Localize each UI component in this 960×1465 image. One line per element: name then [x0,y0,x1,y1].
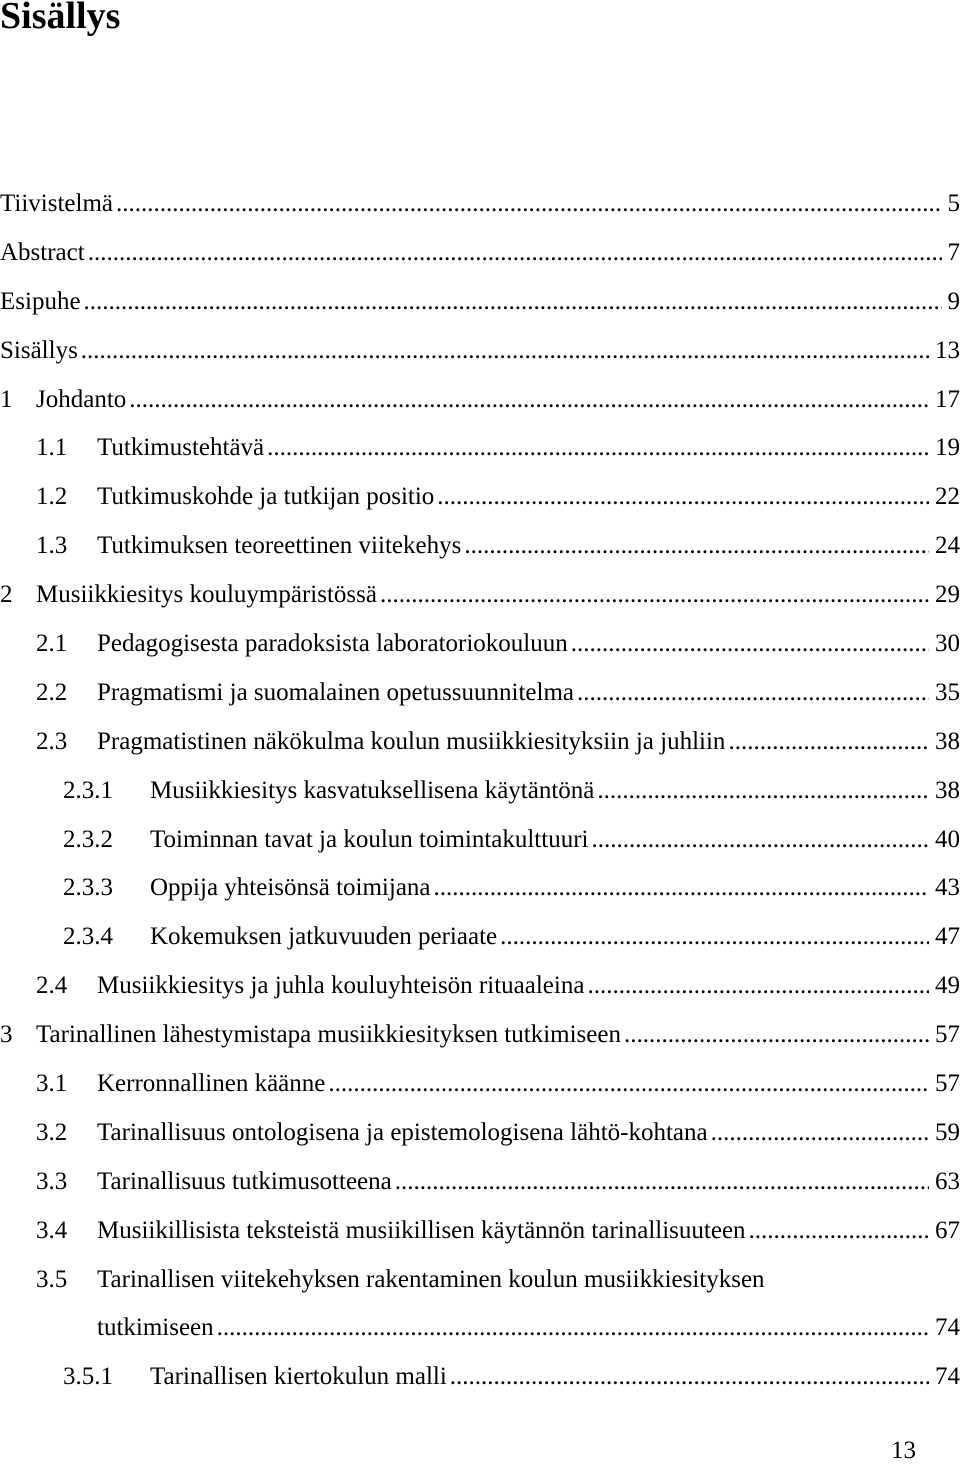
toc-entry-page: 40 [935,825,960,853]
toc-entry-title: Toiminnan tavat ja koulun toimintakulttuuri [150,825,589,853]
toc-entry-page: 67 [935,1216,960,1244]
toc-entry[interactable] [0,816,960,865]
page-number: 13 [891,1437,916,1464]
toc-entry-title: Kerronnallinen käänne [97,1070,326,1098]
toc-entry-page: 74 [935,1314,960,1342]
toc-entry[interactable] [0,229,960,278]
toc-entry-title: Musiikkiesitys kouluympäristössä [36,581,377,609]
toc-leader-dots [500,913,929,962]
toc-leader-dots [81,327,929,376]
toc-entry-number: 2.3.1 [63,776,113,804]
toc-entry-title: Tutkimuskohde ja tutkijan positio [97,483,435,511]
toc-leader-dots [434,864,929,913]
toc-entry-title: Tutkimuksen teoreettinen viitekehys [97,532,462,560]
toc-entry[interactable] [0,327,960,376]
toc-entry-number: 2.3.3 [63,874,113,902]
toc-leader-dots [591,816,929,865]
toc-entry[interactable] [0,669,960,718]
toc-entry-title: Johdanto [36,385,127,413]
toc-leader-dots [624,1011,929,1060]
toc-entry-page: 13 [935,336,960,364]
toc-entry-page: 49 [935,972,960,1000]
toc-entry-title: Musiikkiesitys ja juhla kouluyhteisön rituaaleina [97,972,585,1000]
toc-leader-dots [328,1060,929,1109]
toc-entry-title: Abstract [0,238,85,266]
toc-entry[interactable] [0,473,960,522]
toc-leader-dots [217,1304,929,1353]
toc-entry-page: 74 [935,1363,960,1391]
toc-entry[interactable] [0,1109,960,1158]
toc-entry-title: Pragmatistinen näkökulma koulun musiikkiesityksiin ja juhliin [97,727,726,755]
toc-entry[interactable] [0,1256,960,1305]
toc-entry-title: Oppija yhteisönsä toimijana [150,874,431,902]
toc-entry-page: 17 [935,385,960,413]
toc-entry[interactable] [0,913,960,962]
toc-entry-title: Sisällys [0,336,78,364]
toc-leader-dots [571,620,929,669]
toc-leader-dots [464,522,929,571]
toc-entry[interactable] [0,620,960,669]
toc-entry-number: 3.5 [36,1265,68,1293]
toc-entry-title: Kokemuksen jatkuvuuden periaate [150,923,498,951]
toc-leader-dots [88,229,942,278]
toc-entry-number: 2.3.4 [63,923,113,951]
toc-entry-number: 3 [0,1021,13,1049]
toc-entry[interactable] [0,1304,960,1353]
toc-entry[interactable] [0,522,960,571]
toc-entry-title: Pragmatismi ja suomalainen opetussuunnitelma [97,678,575,706]
toc-leader-dots [116,180,942,229]
toc-entry-number: 1.1 [36,434,68,462]
toc-entry-page: 35 [935,678,960,706]
toc-entry-page: 63 [935,1167,960,1195]
toc-entry[interactable] [0,1060,960,1109]
toc-entry-number: 2.4 [36,972,68,1000]
toc-entry[interactable] [0,424,960,473]
toc-entry-title: Esipuhe [0,287,81,315]
toc-entry[interactable] [0,718,960,767]
toc-entry-page: 9 [947,287,960,315]
toc-entry-number: 2.1 [36,630,68,658]
toc-entry-title: Musiikkiesitys kasvatuksellisena käytäntönä [150,776,595,804]
toc-entry-page: 24 [935,532,960,560]
toc-entry-number: 2.3.2 [63,825,113,853]
toc-entry[interactable] [0,1158,960,1207]
toc-leader-dots [450,1353,929,1402]
toc-leader-dots [597,767,929,816]
toc-entry[interactable] [0,180,960,229]
toc-entry-number: 1 [0,385,13,413]
toc-entry-title: tutkimiseen [97,1314,214,1342]
toc-entry-title: Tarinallisen viitekehyksen rakentaminen koulun musiikkiesityksen [97,1265,765,1293]
toc-leader-dots [380,571,929,620]
toc-entry-page: 29 [935,581,960,609]
toc-leader-dots [728,718,929,767]
toc-entry-title: Tiivistelmä [0,190,113,217]
toc-entry[interactable] [0,962,960,1011]
toc-entry[interactable] [0,376,960,425]
toc-entry-page: 57 [935,1021,960,1049]
toc-entry-title: Tarinallisuus ontologisena ja epistemologisena lähtö-kohtana [97,1118,708,1146]
toc-entry[interactable] [0,1353,960,1402]
toc-leader-dots [437,473,929,522]
toc-entry-number: 2 [0,581,13,609]
toc-leader-dots [395,1158,929,1207]
toc-entry-number: 2.2 [36,678,68,706]
table-of-contents [0,180,960,1402]
toc-entry-page: 43 [935,874,960,902]
toc-entry[interactable] [0,278,960,327]
toc-entry-title: Tutkimustehtävä [97,434,265,462]
toc-entry-page: 47 [935,923,960,951]
toc-leader-dots [587,962,929,1011]
toc-entry-page: 22 [935,483,960,511]
toc-entry-number: 3.3 [36,1167,68,1195]
toc-entry-page: 57 [935,1070,960,1098]
toc-entry[interactable] [0,571,960,620]
toc-leader-dots [749,1207,929,1256]
toc-entry-page: 38 [935,776,960,804]
toc-entry-number: 3.5.1 [63,1363,113,1391]
toc-leader-dots [577,669,929,718]
toc-entry-number: 3.2 [36,1118,68,1146]
toc-entry-page: 38 [935,727,960,755]
toc-entry-page: 19 [935,434,960,462]
toc-entry-page: 7 [947,238,960,266]
toc-leader-dots [267,424,929,473]
toc-entry-title: Pedagogisesta paradoksista laboratoriokouluun [97,630,568,658]
toc-entry-page: 5 [947,190,960,217]
toc-leader-dots [84,278,942,327]
toc-entry-title: Tarinallisuus tutkimusotteena [97,1167,392,1195]
toc-entry-number: 1.3 [36,532,68,560]
toc-entry[interactable] [0,767,960,816]
toc-entry[interactable] [0,864,960,913]
toc-entry[interactable] [0,1207,960,1256]
toc-entry-title: Musiikillisista teksteistä musiikillisen käytännön tarinallisuuteen [97,1216,746,1244]
toc-entry[interactable] [0,1011,960,1060]
toc-entry-title: Tarinallinen lähestymistapa musiikkiesityksen tutkimiseen [36,1021,621,1049]
toc-leader-dots [129,376,929,425]
toc-leader-dots [711,1109,929,1158]
toc-entry-number: 2.3 [36,727,68,755]
toc-entry-number: 3.1 [36,1070,68,1098]
toc-entry-page: 59 [935,1118,960,1146]
toc-entry-title: Tarinallisen kiertokulun malli [150,1363,447,1391]
toc-entry-page: 30 [935,630,960,658]
toc-entry-number: 3.4 [36,1216,68,1244]
toc-entry-number: 1.2 [36,483,68,511]
page-title: Sisällys [0,0,121,37]
